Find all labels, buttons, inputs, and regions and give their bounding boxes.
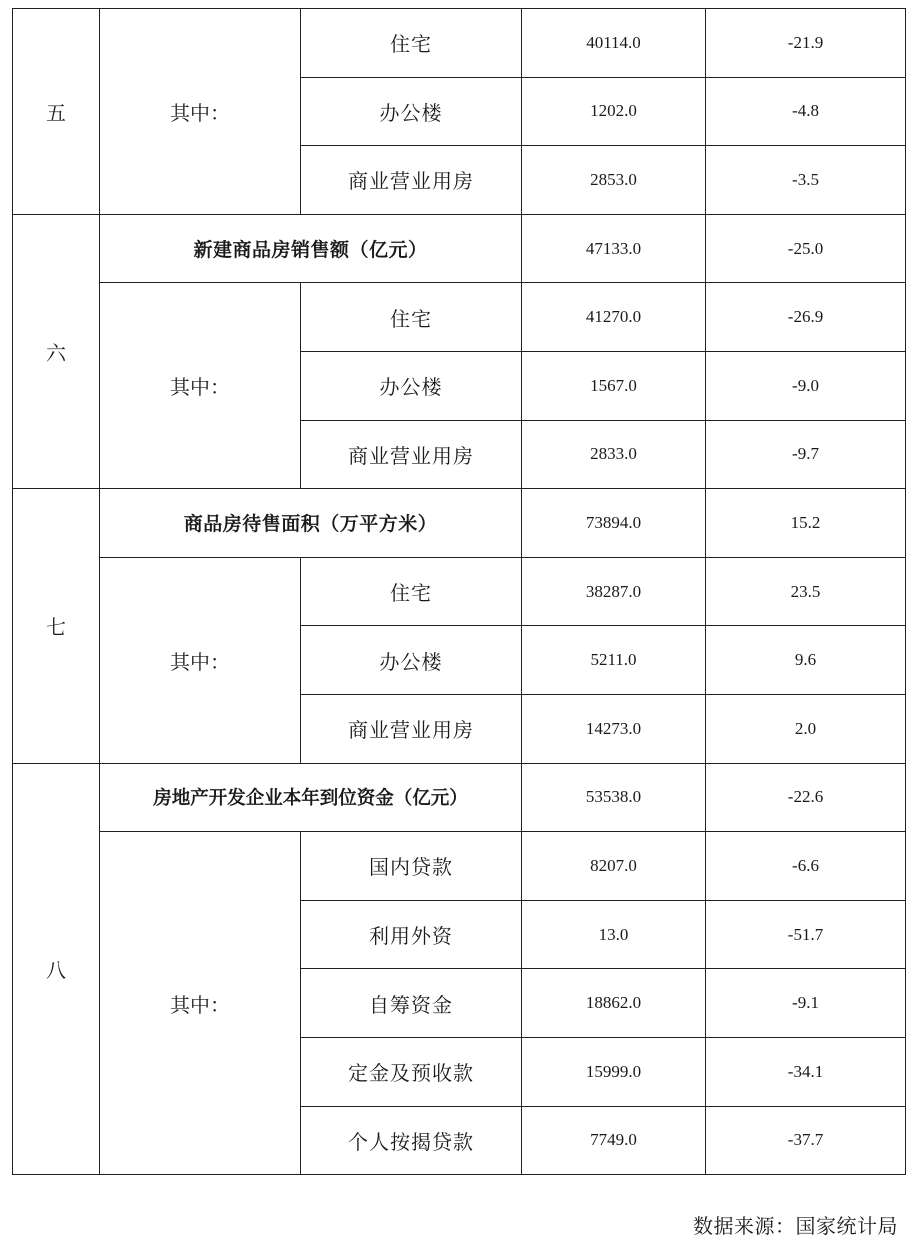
section-title: 商品房待售面积（万平方米）	[100, 489, 522, 558]
item-value: 1202.0	[522, 77, 706, 146]
item-name: 住宅	[301, 557, 522, 626]
item-name: 住宅	[301, 283, 522, 352]
qizhong-label: 其中：	[100, 283, 301, 489]
item-change: -21.9	[706, 9, 906, 78]
section-title-change: -22.6	[706, 763, 906, 832]
item-value: 5211.0	[522, 626, 706, 695]
table-row	[13, 489, 906, 558]
item-value: 13.0	[522, 900, 706, 969]
item-name: 利用外资	[301, 900, 522, 969]
item-value: 15999.0	[522, 1037, 706, 1106]
item-change: 9.6	[706, 626, 906, 695]
item-value: 41270.0	[522, 283, 706, 352]
qizhong-label: 其中：	[100, 557, 301, 763]
section-title-value: 73894.0	[522, 489, 706, 558]
data-source-note: 数据来源：国家统计局	[693, 1214, 898, 1238]
section-label-eight: 八	[13, 763, 100, 1175]
section-title-value: 53538.0	[522, 763, 706, 832]
item-name: 住宅	[301, 9, 522, 78]
section-title-change: -25.0	[706, 214, 906, 283]
item-name: 商业营业用房	[301, 694, 522, 763]
item-value: 40114.0	[522, 9, 706, 78]
section-label-six: 六	[13, 214, 100, 488]
section-title: 房地产开发企业本年到位资金（亿元）	[100, 763, 522, 832]
item-change: 23.5	[706, 557, 906, 626]
section-label-five: 五	[13, 9, 100, 215]
table-row	[13, 557, 906, 626]
table-row	[13, 832, 906, 901]
item-change: -34.1	[706, 1037, 906, 1106]
section-title-value: 47133.0	[522, 214, 706, 283]
table-row	[13, 214, 906, 283]
item-change: -3.5	[706, 146, 906, 215]
item-change: -9.0	[706, 351, 906, 420]
item-change: -37.7	[706, 1106, 906, 1175]
item-change: -6.6	[706, 832, 906, 901]
item-name: 商业营业用房	[301, 420, 522, 489]
item-name: 办公楼	[301, 77, 522, 146]
item-name: 商业营业用房	[301, 146, 522, 215]
item-name: 自筹资金	[301, 969, 522, 1038]
item-change: -9.1	[706, 969, 906, 1038]
item-value: 38287.0	[522, 557, 706, 626]
qizhong-label: 其中：	[100, 9, 301, 215]
item-value: 14273.0	[522, 694, 706, 763]
item-value: 7749.0	[522, 1106, 706, 1175]
section-title-change: 15.2	[706, 489, 906, 558]
item-value: 18862.0	[522, 969, 706, 1038]
item-change: -4.8	[706, 77, 906, 146]
item-change: 2.0	[706, 694, 906, 763]
section-label-seven: 七	[13, 489, 100, 763]
table-row	[13, 763, 906, 832]
item-value: 2833.0	[522, 420, 706, 489]
item-name: 办公楼	[301, 626, 522, 695]
item-change: -51.7	[706, 900, 906, 969]
table-row	[13, 283, 906, 352]
item-name: 定金及预收款	[301, 1037, 522, 1106]
item-value: 2853.0	[522, 146, 706, 215]
item-name: 个人按揭贷款	[301, 1106, 522, 1175]
item-change: -26.9	[706, 283, 906, 352]
statistics-table	[12, 8, 906, 1175]
table-row	[13, 9, 906, 78]
item-name: 办公楼	[301, 351, 522, 420]
item-change: -9.7	[706, 420, 906, 489]
item-value: 1567.0	[522, 351, 706, 420]
item-value: 8207.0	[522, 832, 706, 901]
section-title: 新建商品房销售额（亿元）	[100, 214, 522, 283]
qizhong-label: 其中：	[100, 832, 301, 1175]
item-name: 国内贷款	[301, 832, 522, 901]
